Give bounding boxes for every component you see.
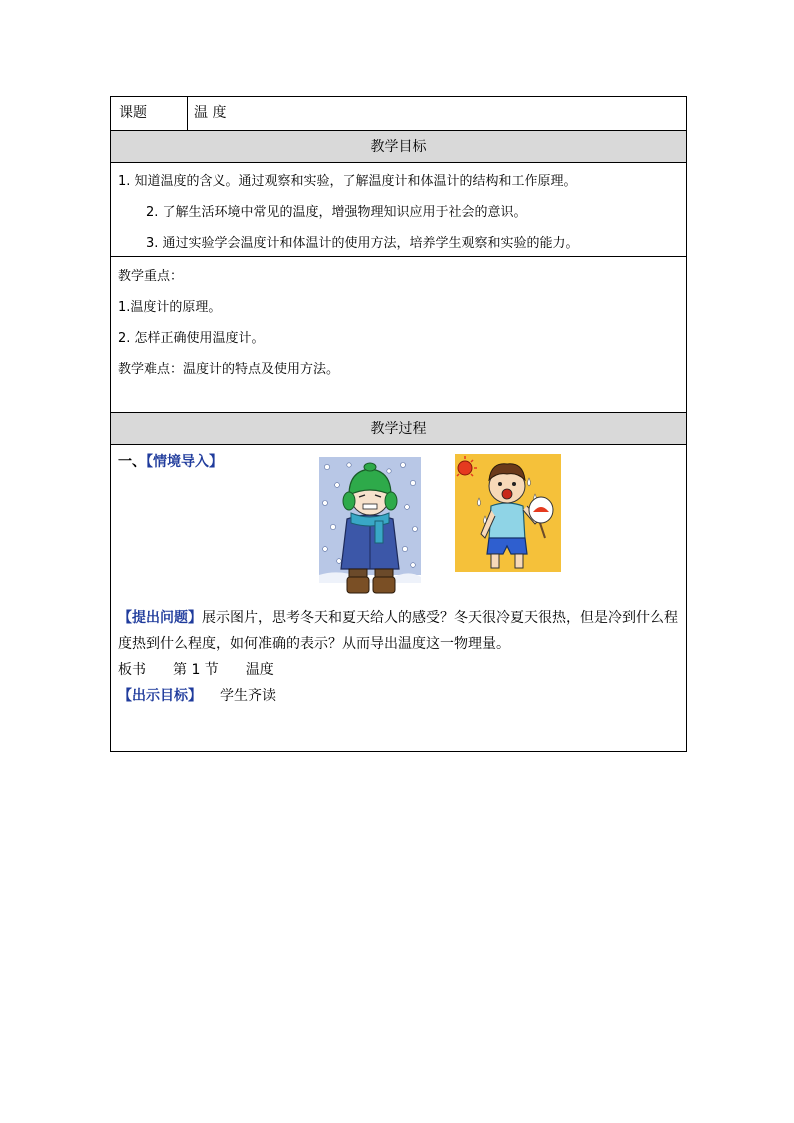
question-line-1 — [118, 607, 678, 627]
lesson-plan-table — [110, 96, 687, 752]
question-text-2: 度热到什么程度，如何准确的表示？从而导出温度这一物理量。 — [118, 636, 510, 652]
goal-tag: 【出示目标】 — [118, 688, 202, 704]
goal-item-2: 2. 了解生活环境中常见的温度，增强物理知识应用于社会的意识。 — [146, 205, 527, 220]
key-points-section — [111, 256, 686, 412]
goals-header: 教学目标 — [111, 130, 686, 162]
question-text-1: 展示图片，思考冬天和夏天给人的感受？冬天很冷夏天很热，但是冷到什么程 — [202, 610, 678, 626]
summer-hot-child-image — [455, 454, 561, 572]
question-tag: 【提出问题】 — [118, 610, 202, 626]
board-label: 板书 — [118, 662, 146, 678]
section-heading — [118, 451, 223, 471]
section-tag: 【情境导入】 — [146, 454, 223, 470]
goal-item-3: 3. 通过实验学会温度计和体温计的使用方法，培养学生观察和实验的能力。 — [146, 236, 579, 251]
board-topic: 温度 — [245, 662, 274, 678]
key-point-2: 2. 怎样正确使用温度计。 — [118, 331, 265, 346]
goals-section — [111, 162, 686, 256]
key-points-heading: 教学重点： — [118, 269, 184, 284]
winter-cold-child-image — [319, 457, 421, 597]
board-line — [118, 659, 274, 679]
difficulty-text: 教学难点：温度计的特点及使用方法。 — [118, 362, 340, 377]
goal-display-line — [118, 685, 276, 705]
section-number: 一、 — [118, 454, 146, 470]
process-header: 教学过程 — [111, 412, 686, 444]
title-value: 温 度 — [194, 105, 227, 121]
title-label: 课题 — [111, 97, 188, 130]
goal-text: 学生齐读 — [220, 688, 276, 704]
title-row — [111, 97, 686, 130]
key-point-1: 1.温度计的原理。 — [118, 300, 222, 315]
board-section: 第 1 节 — [173, 662, 219, 678]
process-section — [111, 444, 686, 751]
goal-item-1: 1. 知道温度的含义。通过观察和实验，了解温度计和体温计的结构和工作原理。 — [118, 174, 577, 189]
